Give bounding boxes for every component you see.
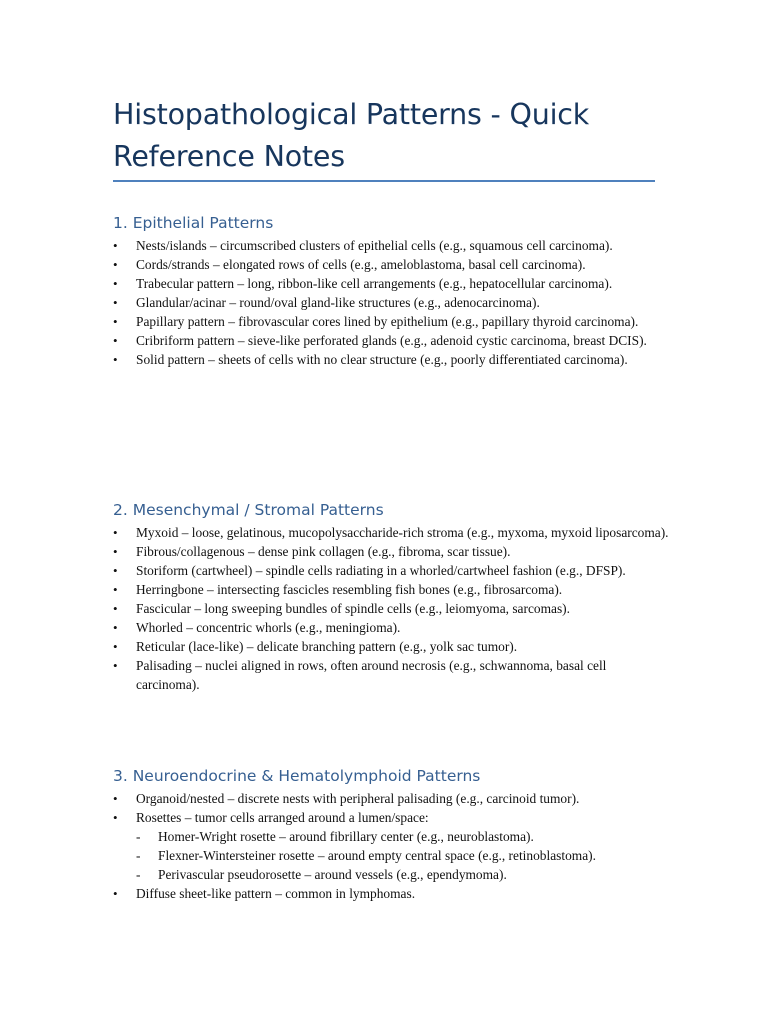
list-item-text: Nests/islands – circumscribed clusters of epithelial cells (e.g., squamous cell carcinoma). — [136, 238, 613, 253]
sub-list-item — [113, 846, 673, 865]
bullet-icon: • — [113, 639, 118, 654]
bullet-icon: • — [113, 563, 118, 578]
list-item — [113, 331, 673, 350]
list-item-text: Organoid/nested – discrete nests with peripheral palisading (e.g., carcinoid tumor). — [136, 791, 580, 806]
list-item-text: Storiform (cartwheel) – spindle cells radiating in a whorled/cartwheel fashion (e.g., DFSP). — [136, 563, 626, 578]
list-item — [113, 350, 673, 369]
list-item — [113, 274, 673, 293]
list-item-text: Fibrous/collagenous – dense pink collagen (e.g., fibroma, scar tissue). — [136, 544, 511, 559]
section-heading: 3. Neuroendocrine & Hematolymphoid Patterns — [113, 767, 481, 785]
bullet-icon: • — [113, 658, 118, 673]
list-item — [113, 789, 673, 808]
list-item — [113, 523, 673, 542]
list-item — [113, 236, 673, 255]
list-item-text: Fascicular – long sweeping bundles of spindle cells (e.g., leiomyoma, sarcomas). — [136, 601, 570, 616]
list-item — [113, 884, 673, 903]
bullet-icon: • — [113, 295, 118, 310]
list-item-text: Trabecular pattern – long, ribbon-like cell arrangements (e.g., hepatocellular carcinoma). — [136, 276, 613, 291]
list-item — [113, 656, 673, 694]
section-heading: 1. Epithelial Patterns — [113, 214, 274, 232]
list-item-text: Myxoid – loose, gelatinous, mucopolysaccharide-rich stroma (e.g., myxoma, myxoid liposarcoma). — [136, 525, 669, 540]
section-heading: 2. Mesenchymal / Stromal Patterns — [113, 501, 384, 519]
list-item-text: Diffuse sheet-like pattern – common in lymphomas. — [136, 886, 416, 901]
list-item-text: Reticular (lace-like) – delicate branching pattern (e.g., yolk sac tumor). — [136, 639, 518, 654]
list-item — [113, 637, 673, 656]
list-item — [113, 561, 673, 580]
bullet-icon: • — [113, 544, 118, 559]
title-divider — [113, 180, 655, 182]
section-neuroendocrine — [113, 766, 673, 903]
sub-list-item-text: Flexner-Wintersteiner rosette – around empty central space (e.g., retinoblastoma). — [158, 848, 596, 863]
bullet-icon: • — [113, 886, 118, 901]
bullet-icon: • — [113, 314, 118, 329]
dash-icon: - — [136, 848, 141, 863]
bullet-icon: • — [113, 810, 118, 825]
list-item-text: Whorled – concentric whorls (e.g., meningioma). — [136, 620, 401, 635]
list-item — [113, 618, 673, 637]
list-item-text: Rosettes – tumor cells arranged around a lumen/space: — [136, 810, 429, 825]
bullet-icon: • — [113, 238, 118, 253]
sub-list-item-text: Homer-Wright rosette – around fibrillary center (e.g., neuroblastoma). — [158, 829, 534, 844]
sub-list-item — [113, 865, 673, 884]
list-item — [113, 599, 673, 618]
bullet-icon: • — [113, 525, 118, 540]
list-item-text: Papillary pattern – fibrovascular cores lined by epithelium (e.g., papillary thyroid carcinoma). — [136, 314, 639, 329]
bullet-icon: • — [113, 276, 118, 291]
list-item — [113, 255, 673, 274]
list-item-text: Solid pattern – sheets of cells with no clear structure (e.g., poorly differentiated carcinoma). — [136, 352, 628, 367]
dash-icon: - — [136, 867, 141, 882]
section-epithelial — [113, 213, 673, 369]
bullet-icon: • — [113, 601, 118, 616]
bullet-icon: • — [113, 791, 118, 806]
list-item — [113, 312, 673, 331]
list-item — [113, 293, 673, 312]
page-title: Histopathological Patterns - Quick Reference Notes — [113, 98, 590, 173]
bullet-icon: • — [113, 257, 118, 272]
list-item — [113, 542, 673, 561]
list-item-text: Herringbone – intersecting fascicles resembling fish bones (e.g., fibrosarcoma). — [136, 582, 563, 597]
section-mesenchymal — [113, 500, 673, 694]
list-item-text: Glandular/acinar – round/oval gland-like structures (e.g., adenocarcinoma). — [136, 295, 540, 310]
list-item-text: Palisading – nuclei aligned in rows, often around necrosis (e.g., schwannoma, basal cell carcinoma). — [136, 658, 607, 692]
bullet-icon: • — [113, 333, 118, 348]
list-item — [113, 580, 673, 599]
list-item-text: Cords/strands – elongated rows of cells (e.g., ameloblastoma, basal cell carcinoma). — [136, 257, 586, 272]
dash-icon: - — [136, 829, 141, 844]
list-item-text: Cribriform pattern – sieve-like perforated glands (e.g., adenoid cystic carcinoma, breast DCIS). — [136, 333, 647, 348]
sub-list-item — [113, 827, 673, 846]
list-item — [113, 808, 673, 827]
bullet-icon: • — [113, 582, 118, 597]
bullet-icon: • — [113, 620, 118, 635]
sub-list-item-text: Perivascular pseudorosette – around vessels (e.g., ependymoma). — [158, 867, 507, 882]
bullet-icon: • — [113, 352, 118, 367]
